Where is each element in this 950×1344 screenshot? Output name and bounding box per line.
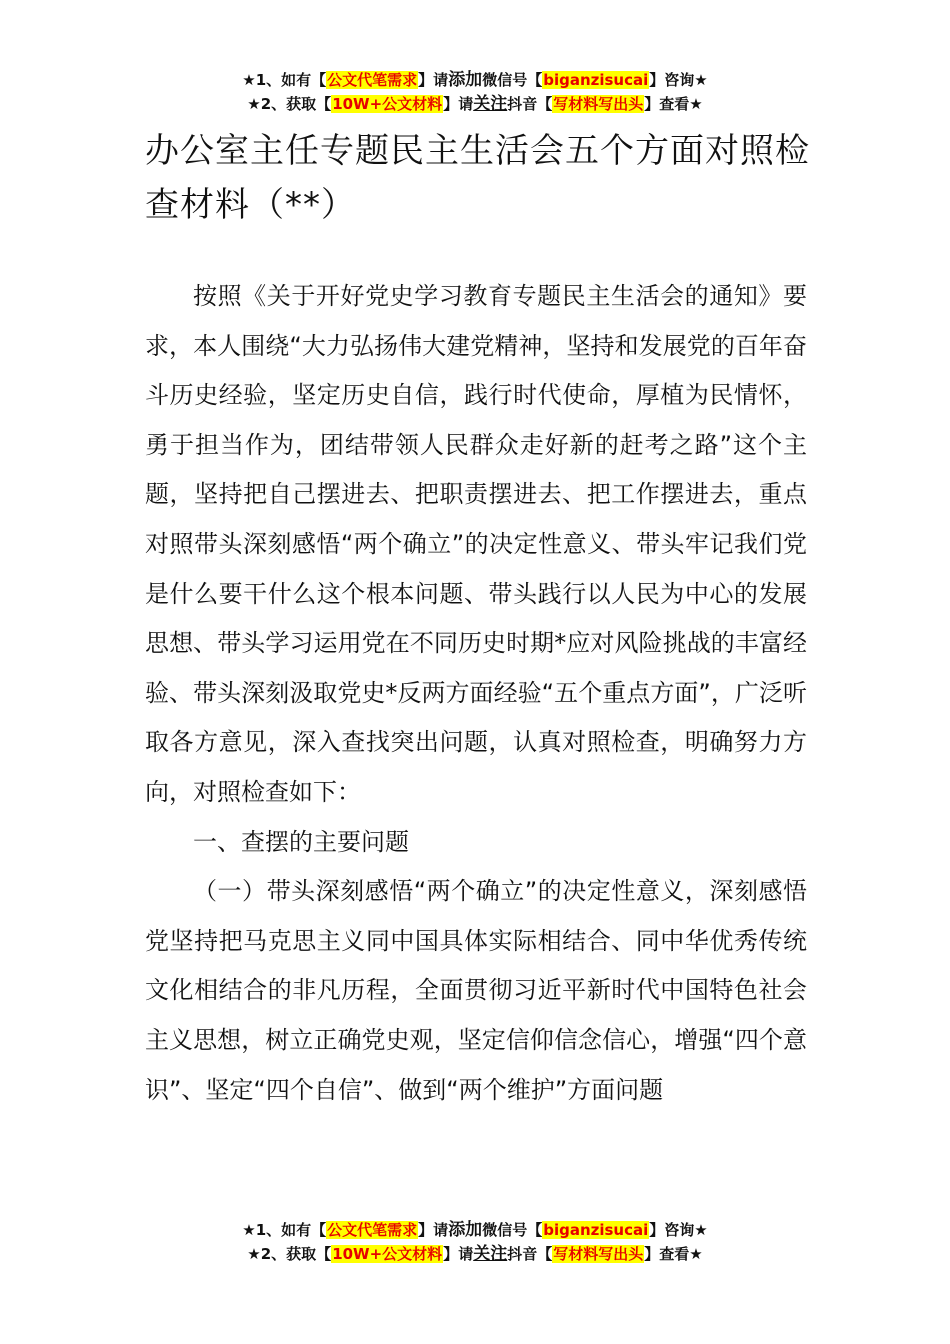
- banner-text: 微信号【: [482, 71, 543, 89]
- banner-highlight: 写材料写出头: [553, 95, 644, 113]
- banner-text: 】查看★: [644, 1245, 703, 1263]
- banner-text: 】请: [443, 95, 474, 113]
- banner-text: ★1、如有【: [242, 1221, 327, 1239]
- banner-highlight: 写材料写出头: [553, 1245, 644, 1263]
- banner-highlight: 10W+公文材料: [332, 95, 443, 113]
- banner-emphasis: 关注: [473, 94, 508, 114]
- paragraph-intro: 按照《关于开好党史学习教育专题民主生活会的通知》要求，本人围绕“大力弘扬伟大建党精神，坚持和发展党的百年奋斗历史经验，坚定历史自信，践行时代使命，厚植为民情怀，勇于担当作为，团结带领人民群众走好新的赶考之路”这个主题，坚持把自己摆进去、把职责摆进去、把工作摆进去，重点对照带头深刻感悟“两个确立”的决定性意义、带头牢记我们党是什么要干什么这个根本问题、带头践行以人民为中心的发展思想、带头学习运用党在不同历史时期*应对风险挑战的丰富经验、带头深刻汲取党史*反两方面经验“五个重点方面”，广泛听取各方意见，深入查找突出问题，认真对照检查，明确努力方向，对照检查如下：: [145, 282, 807, 806]
- banner-line-2: [0, 1242, 950, 1266]
- bottom-banner: [0, 1218, 950, 1266]
- banner-highlight: biganzisucai: [543, 71, 649, 89]
- banner-highlight: 公文代笔需求: [327, 1221, 418, 1239]
- banner-line-1: [0, 1218, 950, 1242]
- banner-text: 】请: [443, 1245, 474, 1263]
- banner-text: 】请: [418, 1221, 449, 1239]
- banner-line-2: [0, 92, 950, 116]
- banner-highlight: biganzisucai: [543, 1221, 649, 1239]
- banner-highlight: 公文代笔需求: [327, 71, 418, 89]
- document-title: 办公室主任专题民主生活会五个方面对照检查材料（**）: [145, 131, 810, 225]
- paragraph-item-1: （一）带头深刻感悟“两个确立”的决定性意义，深刻感悟党坚持把马克思主义同中国具体实际相结合、同中华优秀传统文化相结合的非凡历程，全面贯彻习近平新时代中国特色社会主义思想，树立正确党史观，坚定信仰信念信心，增强“四个意识”、坚定“四个自信”、做到“两个维护”方面问题: [145, 877, 807, 1104]
- banner-text: 】咨询★: [649, 1221, 708, 1239]
- top-banner: [0, 68, 950, 116]
- section-heading: 一、查摆的主要问题: [193, 827, 409, 856]
- banner-text: 】咨询★: [649, 71, 708, 89]
- banner-text: 抖音【: [507, 95, 553, 113]
- banner-emphasis: 添加: [448, 70, 483, 90]
- banner-emphasis: 添加: [448, 1220, 483, 1240]
- banner-line-1: [0, 68, 950, 92]
- banner-text: 微信号【: [482, 1221, 543, 1239]
- banner-text: 】查看★: [644, 95, 703, 113]
- banner-emphasis: 关注: [473, 1244, 508, 1264]
- banner-text: ★1、如有【: [242, 71, 327, 89]
- banner-text: 】请: [418, 71, 449, 89]
- banner-text: ★2、获取【: [247, 1245, 332, 1263]
- document-body: [145, 272, 807, 1115]
- banner-text: ★2、获取【: [247, 95, 332, 113]
- banner-highlight: 10W+公文材料: [332, 1245, 443, 1263]
- banner-text: 抖音【: [507, 1245, 553, 1263]
